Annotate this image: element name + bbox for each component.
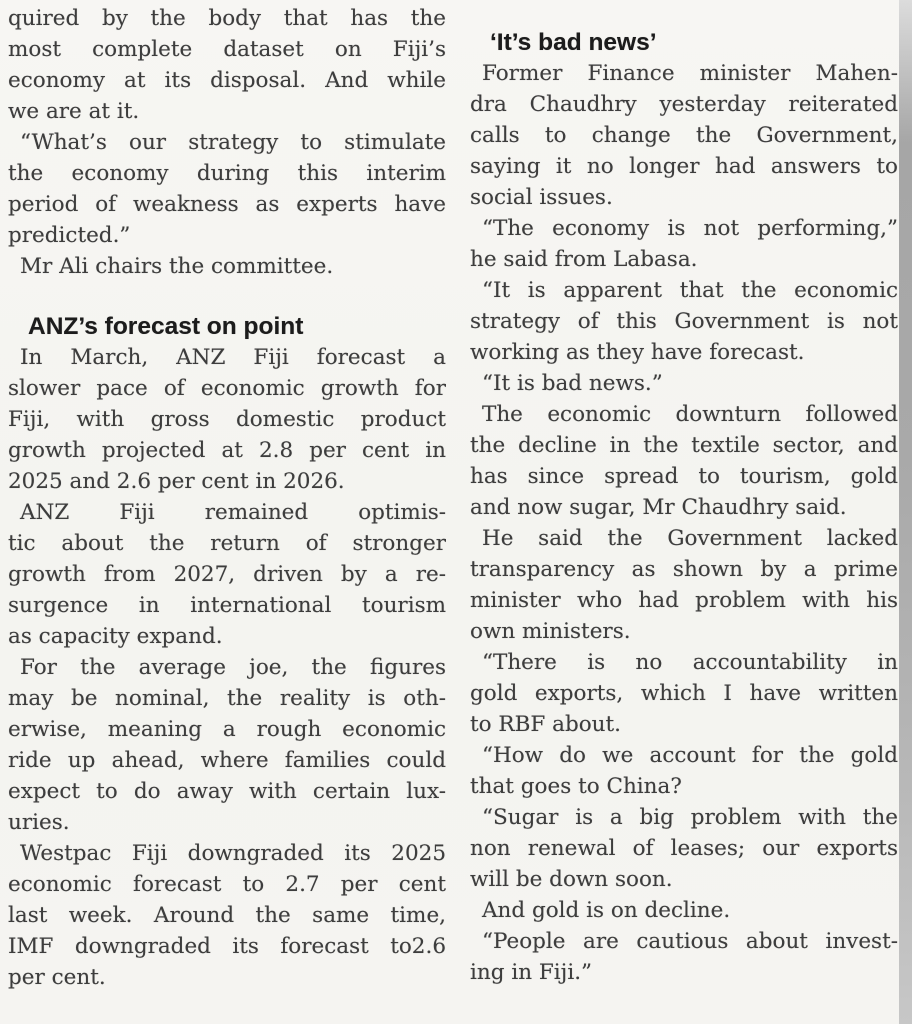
text-line: dra Chaudhry yesterday reiterated [470, 92, 898, 117]
paragraph [470, 275, 898, 368]
text-line: own ministers. [470, 619, 631, 644]
text-line: growth projected at 2.8 per cent in [8, 438, 446, 463]
text-line: uries. [8, 810, 70, 835]
paragraph [8, 127, 446, 251]
text-line: the decline in the textile sector, and [470, 433, 898, 458]
text-line: surgence in international tourism [8, 593, 446, 618]
paragraph [470, 647, 898, 740]
section-heading: ‘It’s bad news’ [490, 29, 657, 56]
text-line: transparency as shown by a prime [470, 557, 898, 582]
text-line: In March, ANZ Fiji forecast a [20, 345, 446, 370]
paragraph [470, 926, 898, 988]
text-line: Westpac Fiji downgraded its 2025 [20, 841, 446, 866]
text-line: the economy during this interim [8, 161, 446, 186]
text-line: we are at it. [8, 99, 140, 124]
text-line: saying it no longer had answers to [470, 154, 898, 179]
text-line: ANZ Fiji remained optimis- [20, 500, 446, 525]
text-line: last week. Around the same time, [8, 903, 446, 928]
text-line: will be down soon. [470, 867, 673, 892]
text-line: IMF downgraded its forecast to2.6 [8, 934, 446, 959]
text-line: And gold is on decline. [482, 898, 731, 923]
text-line: minister who had problem with his [470, 588, 898, 613]
text-line: ride up ahead, where families could [8, 748, 446, 773]
article-columns [8, 0, 898, 993]
text-line: working as they have forecast. [470, 340, 805, 365]
text-line: that goes to China? [470, 774, 682, 799]
text-line: and now sugar, Mr Chaudhry said. [470, 495, 847, 520]
text-line: quired by the body that has the [8, 6, 446, 31]
text-line: For the average joe, the figures [20, 655, 446, 680]
text-line: as capacity expand. [8, 624, 223, 649]
text-line: “It is apparent that the economic [482, 278, 898, 303]
text-line: predicted.” [8, 223, 131, 248]
paragraph [8, 652, 446, 838]
paragraph [8, 497, 446, 652]
paragraph [470, 213, 898, 275]
scan-edge-strip [899, 0, 912, 1024]
paragraph [470, 895, 898, 926]
paragraph [470, 58, 898, 213]
text-line: most complete dataset on Fiji’s [8, 37, 446, 62]
text-line: has since spread to tourism, gold [470, 464, 898, 489]
paragraph [8, 838, 446, 993]
text-line: “People are cautious about invest- [482, 929, 898, 954]
text-line: ing in Fiji.” [470, 960, 593, 985]
text-line: “The economy is not performing,” [482, 216, 898, 241]
text-line: “What’s our strategy to stimulate [20, 130, 446, 155]
text-line: he said from Labasa. [470, 247, 698, 272]
paragraph [8, 342, 446, 497]
text-line: gold exports, which I have written [470, 681, 898, 706]
text-line: growth from 2027, driven by a re- [8, 562, 446, 587]
text-line: period of weakness as experts have [8, 192, 446, 217]
paragraph [8, 3, 446, 127]
text-line: social issues. [470, 185, 613, 210]
text-line: tic about the return of stronger [8, 531, 446, 556]
article-column-right [470, 0, 898, 993]
paragraph [470, 802, 898, 895]
text-line: economy at its disposal. And while [8, 68, 446, 93]
text-line: erwise, meaning a rough economic [8, 717, 446, 742]
text-line: 2025 and 2.6 per cent in 2026. [8, 469, 345, 494]
text-line: “How do we account for the gold [482, 743, 898, 768]
article-column-left [8, 0, 446, 993]
text-line: “Sugar is a big problem with the [482, 805, 898, 830]
text-line: strategy of this Government is not [470, 309, 898, 334]
text-line: He said the Government lacked [482, 526, 898, 551]
text-line: Fiji, with gross domestic product [8, 407, 446, 432]
text-line: non renewal of leases; our exports [470, 836, 898, 861]
paragraph [470, 399, 898, 523]
text-line: “There is no accountability in [482, 650, 898, 675]
text-line: Mr Ali chairs the committee. [20, 254, 334, 279]
text-line: per cent. [8, 965, 106, 990]
text-line: “It is bad news.” [482, 371, 663, 396]
text-line: to RBF about. [470, 712, 622, 737]
text-line: may be nominal, the reality is oth- [8, 686, 446, 711]
paragraph [470, 368, 898, 399]
text-line: slower pace of economic growth for [8, 376, 446, 401]
text-line: Former Finance minister Mahen- [482, 61, 898, 86]
text-line: The economic downturn followed [482, 402, 898, 427]
section-heading: ANZ’s forecast on point [28, 313, 304, 340]
text-line: economic forecast to 2.7 per cent [8, 872, 446, 897]
paragraph [8, 251, 446, 282]
paragraph [470, 523, 898, 647]
text-line: calls to change the Government, [470, 123, 898, 148]
text-line: expect to do away with certain lux- [8, 779, 446, 804]
paragraph [470, 740, 898, 802]
